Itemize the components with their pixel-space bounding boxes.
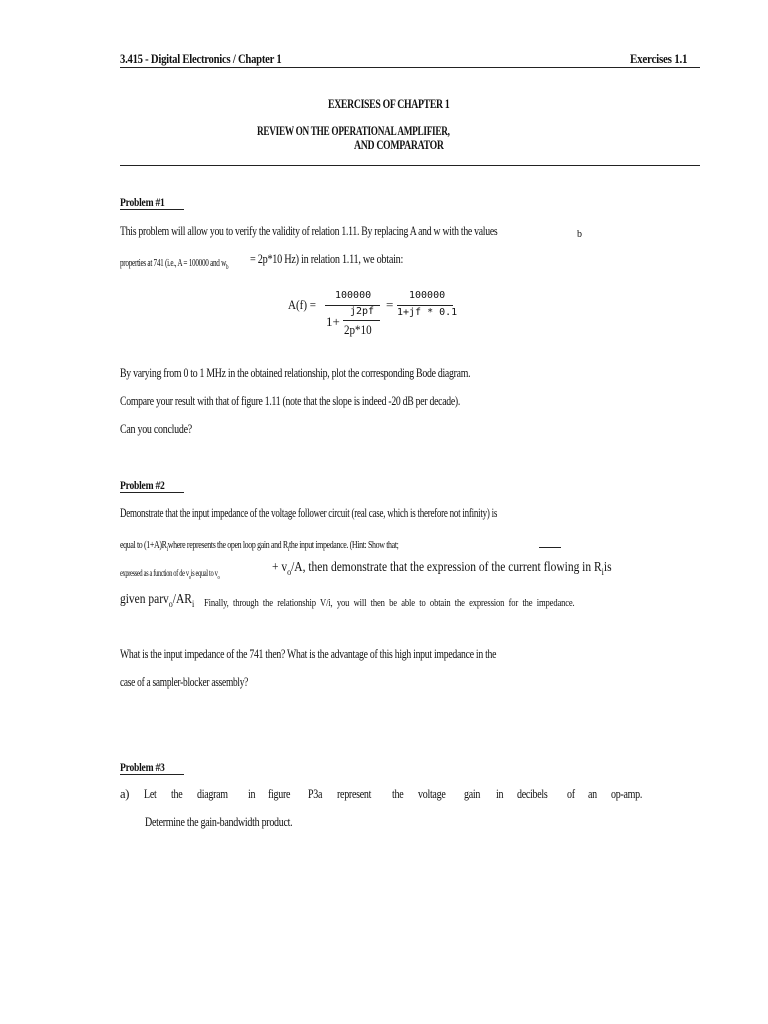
problem3-item-a-line1	[144, 787, 650, 802]
problem3-heading-underline	[120, 774, 184, 775]
equation-numerator-2: 100000	[409, 290, 446, 301]
problem1-paragraph-line2-rest: = 2p*10 Hz) in relation 1.11, we obtain:	[250, 252, 404, 266]
problem1-stray-subscript: b	[577, 229, 582, 240]
problem3-item-a-word: an	[588, 787, 597, 801]
problem2-paragraph-line4: given $parv_o/AR_i$	[120, 592, 195, 610]
equation-inner-numerator: j2pf	[350, 306, 375, 317]
chapter-title: EXERCISES OF CHAPTER 1	[328, 97, 450, 111]
problem1-paragraph-line2: properties at 741 (i.e., A = 100000 and $w_b$	[120, 258, 229, 271]
problem3-item-a-word: represent	[337, 787, 372, 801]
problem3-item-a-word: diagram	[197, 787, 229, 801]
problem2-heading-underline	[120, 492, 184, 493]
header-rule	[120, 67, 700, 68]
problem1-paragraph-line3: By varying from 0 to 1 MHz in the obtained relationship, plot the corresponding Bode diagram.	[120, 366, 471, 380]
equation-equals: =	[386, 297, 394, 312]
problem3-item-a-word: decibels	[516, 787, 548, 801]
problem1-paragraph-line4: Compare your result with that of figure 1.11 (note that the slope is indeed -20 dB per decade).	[120, 394, 461, 408]
header-course-title: 3.415 - Digital Electronics / Chapter 1	[120, 51, 282, 66]
problem3-item-a-word: the	[171, 787, 183, 801]
problem2-paragraph-line4-rest: Finally, through the relationship V/i, you will then be able to obtain the expression for the impedance.	[204, 597, 575, 609]
chapter-subtitle-line1: REVIEW ON THE OPERATIONAL AMPLIFIER,	[257, 124, 450, 138]
problem2-paragraph-line3: expressed as a function of de $v_ois$ equal to $v_o$	[120, 568, 220, 581]
problem1-paragraph-line1: This problem will allow you to verify the validity of relation 1.11. By replacing A and w with the values	[120, 224, 498, 238]
problem2-paragraph-line3-rest: + $v_o/A$, then demonstrate that the expression of the current flowing in $R_iis$	[272, 560, 612, 578]
equation-one-plus: 1+	[326, 314, 340, 329]
equation-numerator-1: 100000	[335, 290, 372, 301]
equation-denominator-2: 1+jf * 0.1	[397, 307, 458, 318]
problem2-paragraph-line6: case of a sampler-blocker assembly?	[120, 675, 249, 689]
problem3-item-a-label: a)	[120, 787, 130, 801]
problem2-blank-line	[539, 547, 561, 548]
problem3-item-a-word: in	[247, 787, 255, 801]
problem3-item-a-word: voltage	[417, 787, 446, 801]
equation-inner-denominator: 2p*10	[344, 322, 372, 337]
problem1-heading: Problem #1	[120, 195, 165, 209]
equation-inner-fraction-bar	[343, 320, 380, 321]
problem3-item-a-word: P3a	[307, 787, 323, 801]
problem3-item-a-word: in	[495, 787, 504, 801]
problem3-heading: Problem #3	[120, 760, 165, 774]
problem3-item-a-word: figure	[268, 787, 291, 801]
problem2-paragraph-line1: Demonstrate that the input impedance of the voltage follower circuit (real case, which is therefore not infinity) is	[120, 506, 498, 520]
problem3-item-a-word: the	[391, 787, 404, 801]
problem2-heading: Problem #2	[120, 478, 165, 492]
chapter-subtitle-line2: AND COMPARATOR	[354, 138, 444, 152]
problem3-item-a-word: of	[566, 787, 575, 801]
problem3-item-a-word: op-amp.	[610, 787, 643, 801]
problem2-paragraph-line5: What is the input impedance of the 741 then? What is the advantage of this high input impedance in the	[120, 647, 497, 661]
problem3-item-a-word: Let	[144, 787, 157, 801]
problem3-item-a-line2: Determine the gain-bandwidth product.	[145, 815, 293, 829]
problem1-paragraph-line5: Can you conclude?	[120, 422, 192, 436]
header-section-label: Exercises 1.1	[630, 51, 688, 66]
equation-fraction-bar-2	[397, 305, 453, 306]
title-rule	[120, 165, 700, 166]
problem3-item-a-word: gain	[463, 787, 481, 801]
equation-lhs: A(f) =	[288, 297, 317, 312]
problem1-heading-underline	[120, 209, 184, 210]
problem2-paragraph-line2: equal to $(1+A)R_iwhere$ represents the open loop gain and $R_ithe$ input impedance. (Hint: Show that;	[120, 539, 399, 554]
